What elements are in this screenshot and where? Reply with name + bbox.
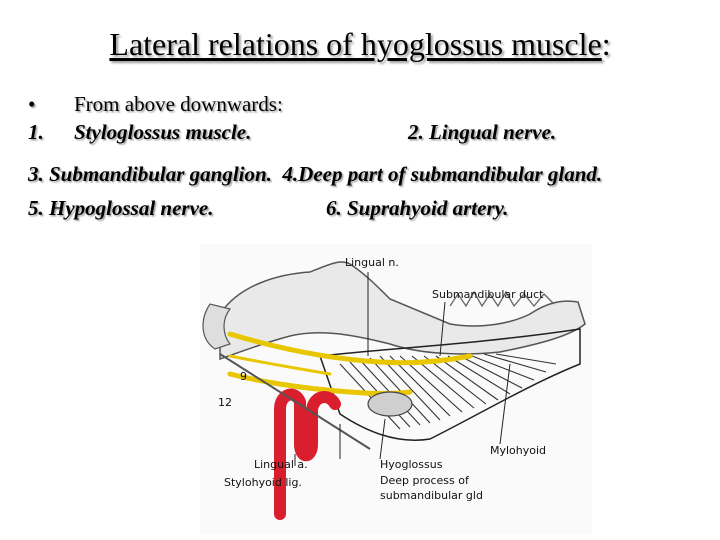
label-stylohyoid-lig: Stylohyoid lig. <box>224 476 302 489</box>
label-mylohyoid: Mylohyoid <box>490 444 547 457</box>
item-3-text: 3. Submandibular ganglion. <box>28 162 272 186</box>
relations-line-2 <box>28 160 602 188</box>
item-4-text: 4.Deep part of submandibular gland. <box>282 162 603 186</box>
label-lingual-a: Lingual a. <box>254 458 308 471</box>
bullet-text: From above downwards: <box>74 92 283 116</box>
slide-title-colon: : <box>601 26 611 62</box>
label-lingual-n: Lingual n. <box>345 256 399 269</box>
item-1-number: 1. <box>28 120 44 144</box>
item-1-text: Styloglossus muscle. <box>74 120 252 144</box>
slide-title <box>0 24 720 64</box>
item-5-text: 5. Hypoglossal nerve. <box>28 196 214 220</box>
slide-title-text: Lateral relations of hyoglossus muscle <box>109 26 602 62</box>
label-deep-process-2: submandibular gld <box>380 489 483 502</box>
item-2-text: 2. Lingual nerve. <box>408 120 557 144</box>
label-submandibular-duct: Submandibular duct <box>432 288 544 301</box>
item-6-text: 6. Suprahyoid artery. <box>326 196 509 220</box>
label-12: 12 <box>218 396 232 409</box>
label-deep-process-1: Deep process of <box>380 474 469 487</box>
bullet-line <box>28 90 283 118</box>
label-9: 9 <box>240 370 247 383</box>
relations-line-3 <box>28 194 708 222</box>
relations-line-1 <box>28 118 708 146</box>
deep-process-gland <box>368 392 412 416</box>
anatomy-figure <box>200 244 592 534</box>
label-hyoglossus: Hyoglossus <box>380 458 443 471</box>
bullet-mark: • <box>28 92 36 116</box>
